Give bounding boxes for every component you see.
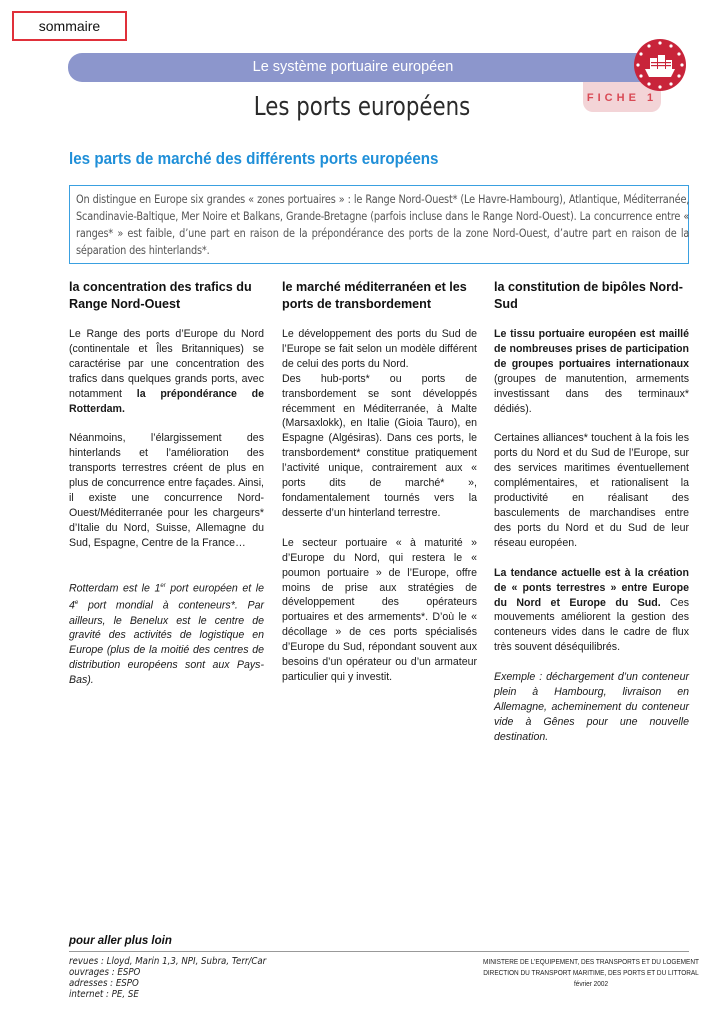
references-adresses: adresses : ESPO xyxy=(69,978,139,989)
page-subtitle: les parts de marché des différents ports européens xyxy=(69,150,439,168)
references-ouvrages: ouvrages : ESPO xyxy=(69,967,141,978)
sommaire-button[interactable]: sommaire xyxy=(12,11,127,41)
page-title: Les ports européens xyxy=(253,92,471,122)
publication-date: février 2002 xyxy=(573,979,609,988)
emphasis: La tendance actuelle est à la création de « ponts terrestres » entre Europe du Nord et Europe du Sud. xyxy=(494,566,689,609)
column-heading: le marché méditerranéen et les ports de transbordement xyxy=(282,280,467,311)
column-concentration xyxy=(69,279,264,703)
example-paragraph: Exemple : déchargement d’un conteneur plein à Hambourg, livraison en Allemagne, acheminement du conteneur vide à Gênes pour une nouvelle destination. xyxy=(494,671,689,743)
column-heading: la constitution de bipôles Nord-Sud xyxy=(494,280,683,311)
fiche-label: FICHE 1 xyxy=(583,82,661,112)
section-banner xyxy=(68,53,664,82)
ministry-credit xyxy=(460,956,722,989)
paragraph: La tendance actuelle est à la création de « ponts terrestres » entre Europe du Nord et Europe du Sud. Ces mouvements améliorent la gestion des conteneurs vides dans le cadre de flux très souvent déséquilibrés. xyxy=(494,566,689,654)
footer-title: pour aller plus loin xyxy=(69,935,172,947)
intro-text: On distingue en Europe six grandes « zones portuaires » : le Range Nord-Ouest* (Le Havre-Hambourg), Atlantique, Méditerranée, Scandinavie-Baltique, Mer Noire et Balkans, Grande-Bretagne (parfois incluse dans le Range Nord-Ouest). La concurrence entre « ranges* » est faible, d’une part en raison de la prépondérance des ports de la zone Nord-Ouest, d’autre part en raison de la séparation des hinterlands*. xyxy=(76,192,690,257)
column-mediterranee xyxy=(282,279,477,700)
paragraph: Le développement des ports du Sud de l’Europe se fait selon un modèle différent de celui des ports du Nord. xyxy=(282,328,477,370)
paragraph: Certaines alliances* touchent à la fois les ports du Nord et du Sud de l’Europe, sur des services maritimes éventuellement complémentaires, et rationalisent la productivité en réalisant des basculements de marchandises entre des ports du Nord et du Sud de leur réseau européen. xyxy=(494,432,689,549)
direction-line: DIRECTION DU TRANSPORT MARITIME, DES PORTS ET DU LITTORAL xyxy=(483,968,699,977)
emphasis: la prépondérance de Rotterdam. xyxy=(69,387,264,415)
intro-box xyxy=(69,185,689,264)
paragraph: Le tissu portuaire européen est maillé de nombreuses prises de participation de groupes portuaires internationaux (groupes de manutention, armements investissant dans des terminaux* dédiés). xyxy=(494,328,689,415)
references-list xyxy=(69,956,329,1000)
paragraph: Néanmoins, l’élargissement des hinterlands et l’amélioration des transports terrestres créent de plus en plus de concurrence entre façades. Ainsi, il existe une concurrence Nord-Ouest/Méditerranée pour les chargeurs* d’Italie du Nord, Suisse, Allemagne du Sud, Espagne, Centre de la France… xyxy=(69,432,264,549)
ministry-line: MINISTERE DE L’EQUIPEMENT, DES TRANSPORTS ET DU LOGEMENT xyxy=(483,957,699,966)
references-revues: revues : Lloyd, Marin 1,3, NPI, Subra, Terr/Car xyxy=(69,956,267,967)
column-bipoles xyxy=(494,279,689,760)
paragraph: Le Range des ports d’Europe du Nord (continentale et Îles Britanniques) se caractérise par une concentration des trafics dans quelques grands ports, avec notamment la prépondérance de Rotterdam. xyxy=(69,328,264,415)
column-heading: la concentration des trafics du Range Nord-Ouest xyxy=(69,280,252,311)
eu-ship-emblem-icon xyxy=(633,38,687,92)
banner-title: Le système portuaire européen xyxy=(252,59,454,75)
references-internet: internet : PE, SE xyxy=(69,989,139,1000)
paragraph: Des hub-ports* ou ports de transbordement se sont développés récemment en Méditerranée, à Malte (Marsaxlokk), en Italie (Gioia Tauro), en Espagne (Algésiras). Dans ces ports, le transbordement* constitue pratiquement l’activité unique, contrairement aux « ports dits de marché* », fondamentalement tournés vers la desserte d’un hinterland terrestre. xyxy=(282,372,477,519)
emphasis: Le tissu portuaire européen est maillé de nombreuses prises de participation de groupes portuaires internationaux xyxy=(494,328,689,370)
note-paragraph: Rotterdam est le 1er port européen et le 4e port mondial à conteneurs*. Par ailleurs, le Benelux est le centre de gravité des activités de logistique en Europe (plus de la moitié des centres de distribution européens sont aux Pays-Bas). xyxy=(69,582,264,687)
paragraph: Le secteur portuaire « à maturité » d’Europe du Nord, qui restera le « poumon portuaire » de l’Europe, offre moins de prise aux stratégies de développement des opérateurs portuaires et des armements*. D’où le « décollage » de ces ports spécialisés d’Europe du Sud, répondant souvent aux besoins d’un opérateur ou d’un armateur particulier qui y investit. xyxy=(282,536,477,683)
footer-divider xyxy=(69,951,689,952)
